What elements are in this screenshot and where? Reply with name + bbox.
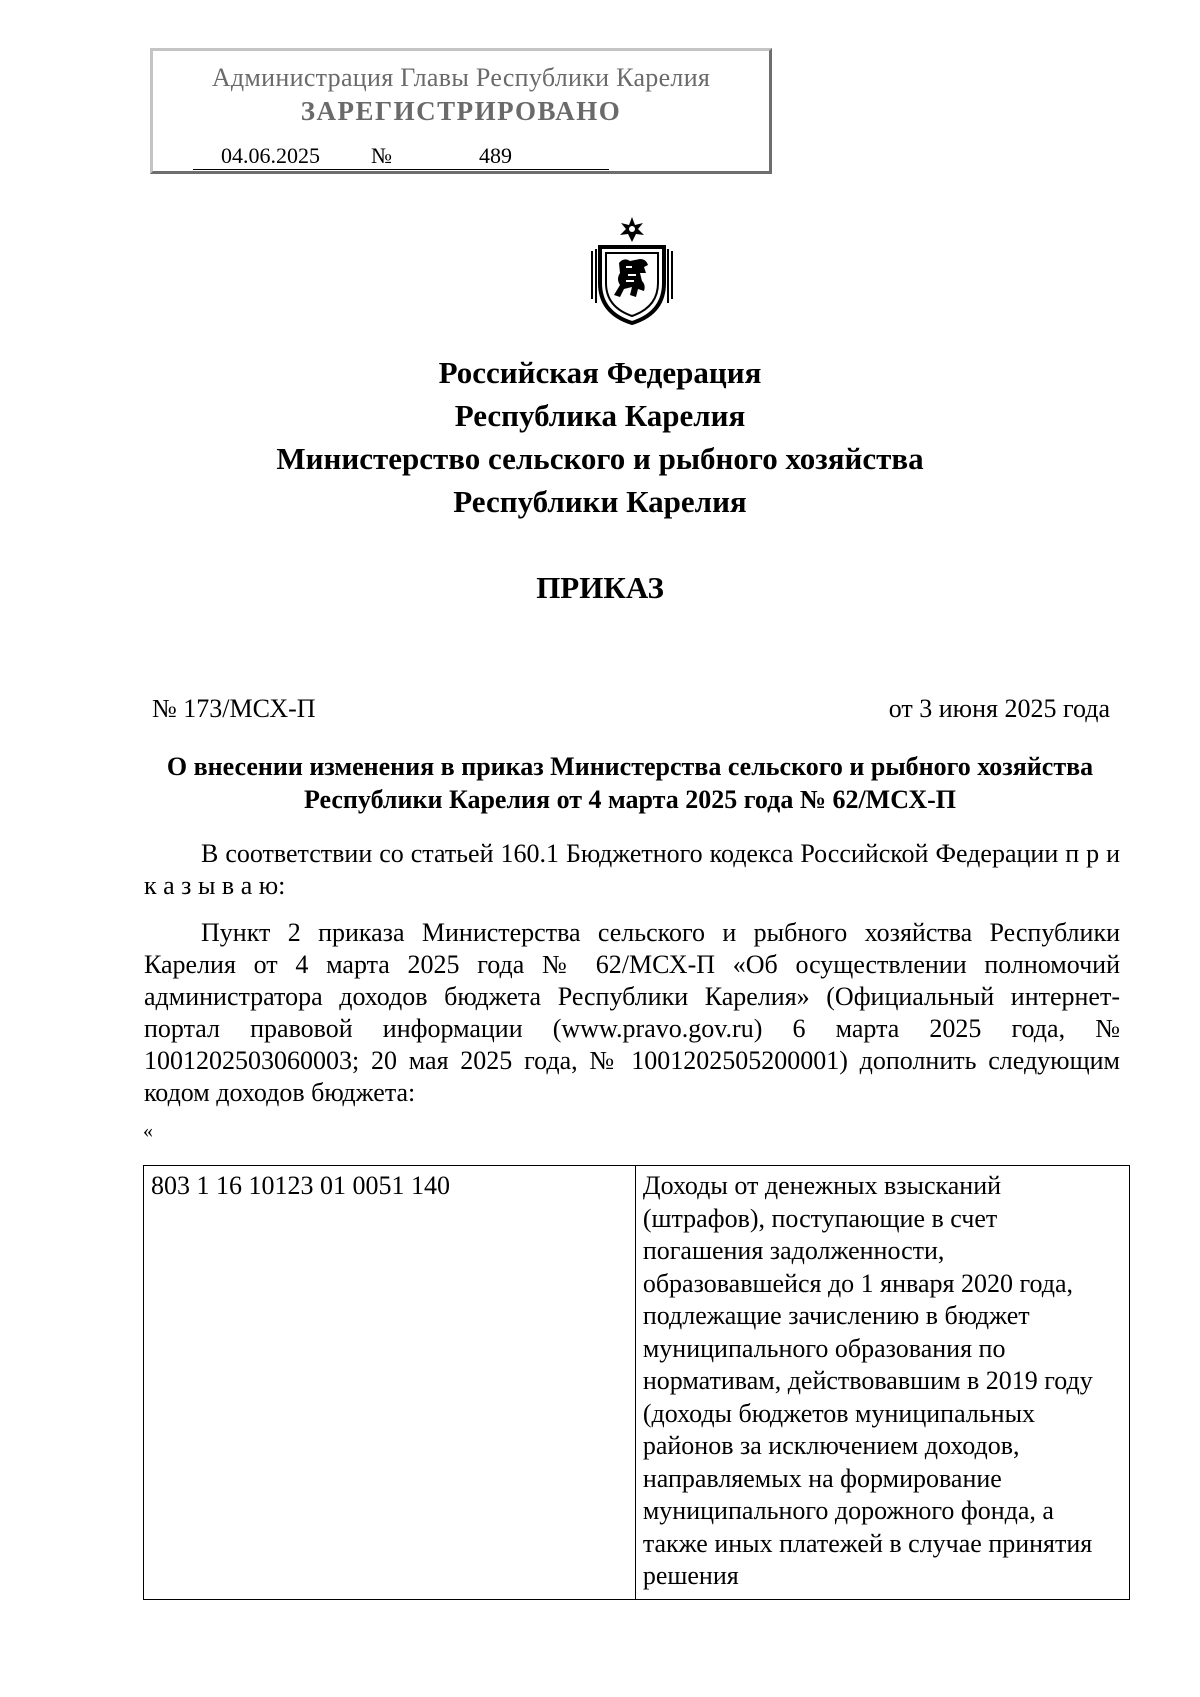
stamp-number: 489 xyxy=(399,143,609,170)
document-subject: О внесении изменения в приказ Министерства сельского и рыбного хозяйства Республики Карелия от 4 марта 2025 года № 62/МСХ-П xyxy=(166,752,1094,814)
document-date: от 3 июня 2025 года xyxy=(888,694,1110,723)
stamp-date: 04.06.2025 xyxy=(193,143,371,170)
stamp-organization: Администрация Главы Республики Карелия xyxy=(211,63,711,92)
revenue-code-table xyxy=(143,1165,1130,1600)
stamp-number-sign: № xyxy=(371,143,399,170)
revenue-code-cell: 803 1 16 10123 01 0051 140 xyxy=(144,1166,636,1600)
document-number: № 173/МСХ-П xyxy=(152,694,316,723)
header-ministry: Министерство сельского и рыбного хозяйства xyxy=(276,441,924,476)
stamp-status: ЗАРЕГИСТРИРОВАНО xyxy=(300,96,622,126)
coat-of-arms-icon xyxy=(586,215,678,327)
registration-stamp xyxy=(150,48,772,174)
header-republic: Республика Карелия xyxy=(454,398,746,433)
header-ministry-region: Республики Карелия xyxy=(453,484,747,519)
table-row xyxy=(144,1166,1130,1600)
paragraph-basis: В соответствии со статьей 160.1 Бюджетного кодекса Российской Федерации п р и к а з ы в а ю: xyxy=(144,839,1120,900)
stamp-registration-line xyxy=(193,143,609,170)
revenue-description-cell: Доходы от денежных взысканий (штрафов), поступающие в счет погашения задолженности, образовавшейся до 1 января 2020 года, подлежащие зачислению в бюджет муниципального образования по нормативам, действовавшим в 2019 году (доходы бюджетов муниципальных районов за исключением доходов, направляемых на формирование муниципального дорожного фонда, а также иных платежей в случае принятия решения xyxy=(635,1166,1129,1600)
paragraph-amendment: Пункт 2 приказа Министерства сельского и рыбного хозяйства Республики Карелия от 4 марта 2025 года № 62/МСХ-П «Об осуществлении полномочий администратора доходов бюджета Республики Карелия» (Официальный интернет-портал правовой информации (www.pravo.gov.ru) 6 марта 2025 года, № 1001202503060003; 20 мая 2025 года, № 1001202505200001) дополнить следующим кодом доходов бюджета: xyxy=(144,918,1120,1107)
header-country: Российская Федерация xyxy=(438,355,762,390)
opening-quote: « xyxy=(143,1120,153,1142)
document-type: ПРИКАЗ xyxy=(536,570,664,605)
